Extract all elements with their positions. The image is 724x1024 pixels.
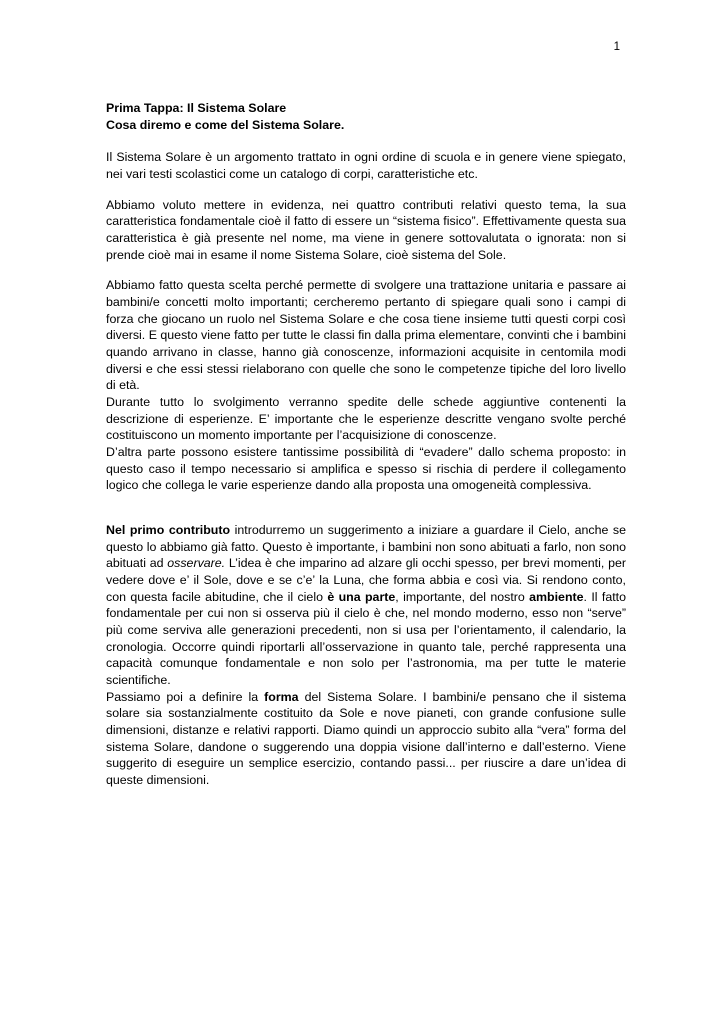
text-run-4: . Il fatto fondamentale per cui non si osserva più il cielo è che, nel mondo moderno, esso non “serve” più come serviva alle generazioni precedenti, non si usa per l’orientamento, il calendario, la cronologia. Occorre quindi riportarli all’osservazione in quanto tale, perché rappresenta una capacità comunque fondamentale e non solo per l’astronomia, ma per tutte le materie scientifiche.: [106, 589, 627, 688]
paragraph-intro: Il Sistema Solare è un argomento trattato in ogni ordine di scuola e in genere viene spiegato, nei vari testi scolastici come un catalogo di corpi, caratteristiche etc.: [106, 150, 626, 181]
paragraph-scelta: Abbiamo fatto questa scelta perché permette di svolgere una trattazione unitaria e passare ai bambini/e concetti molto importanti; cercheremo pertanto di spiegare quali sono i campi di forza che giocano un ruolo nel Sistema Solare e che cosa tiene insieme tutti questi corpi così diversi. E questo viene fatto per tutte le classi fin dalla prima elementare, convinti che i bambini quando arrivano in classe, hanno già conoscenze, informazioni acquisite in centomila modi diversi e che essi stessi rielaborano con quelle che sono le competenze tipiche del loro livello di età.: [106, 278, 626, 393]
spacer: [106, 183, 626, 197]
bold-forma: forma: [264, 689, 299, 704]
bold-lead-nel-primo-contributo: Nel primo contributo: [106, 522, 231, 537]
heading-line-1: Prima Tappa: Il Sistema Solare: [106, 101, 287, 115]
text-run-2: L’idea è che imparino ad alzare gli occhi spesso, per brevi momenti, per vedere dove e’ il Sole, dove e se c’e’ la Luna, che forma abbia e così via. Si rendono conto, con questa facile abitudine, che il cielo: [106, 556, 626, 604]
spacer: [106, 263, 626, 277]
bold-e-una-parte: è una parte: [327, 589, 396, 604]
paragraph-primo-contributo: [106, 522, 626, 689]
italic-osservare: osservare.: [167, 556, 226, 571]
heading-line-2: Cosa diremo e come del Sistema Solare.: [106, 118, 345, 133]
document-body: [106, 100, 626, 789]
spacer: [106, 134, 626, 149]
section-heading: [106, 100, 626, 134]
paragraph-evadere: D’altra parte possono esistere tantissime possibilità di “evadere” dallo schema proposto: in questo caso il tempo necessario si amplifica e spesso si rischia di perdere il collegamento logico che collega le varie esperienze dando alla proposta una omogeneità complessiva.: [106, 444, 626, 493]
text-run-5: Passiamo poi a definire la: [106, 689, 265, 704]
spacer: [106, 494, 626, 522]
paragraph-forma: [106, 689, 626, 789]
bold-ambiente: ambiente: [529, 589, 584, 604]
paragraph-schede: Durante tutto lo svolgimento verranno spedite delle schede aggiuntive contenenti la descrizione di esperienze. E’ importante che le esperienze descritte vengano svolte perché costituiscono un momento importante per l’acquisizione di conoscenze.: [106, 394, 626, 443]
paragraph-sistema-fisico: Abbiamo voluto mettere in evidenza, nei quattro contributi relativi questo tema, la sua caratteristica fondamentale cioè il fatto di essere un “sistema fisico”. Effettivamente questa sua caratteristica è già presente nel nome, ma viene in genere sottovalutata o ignorata: non si prende cioè mai in esame il nome Sistema Solare, cioè sistema del Sole.: [106, 197, 626, 262]
text-run-3: , importante, del nostro: [395, 589, 530, 604]
text-run-6: del Sistema Solare. I bambini/e pensano che il sistema solare sia sostanzialmente costituito da Sole e nove pianeti, con grande confusione sulle dimensioni, distanze e relativi rapporti. Diamo quindi un approccio subito alla “vera” forma del sistema Solare, dandone o suggerendo una doppia visione dall’interno e dall’esterno. Viene suggerito di eseguire un semplice esercizio, contando passi... per riuscire a dare un’idea di queste dimensioni.: [106, 689, 627, 788]
text-run-1: introdurremo un suggerimento a iniziare a guardare il Cielo, anche se questo lo abbiamo già fatto. Questo è importante, i bambini non sono abituati a farlo, non sono abituati ad: [106, 522, 626, 571]
page-number: 1: [613, 41, 620, 53]
